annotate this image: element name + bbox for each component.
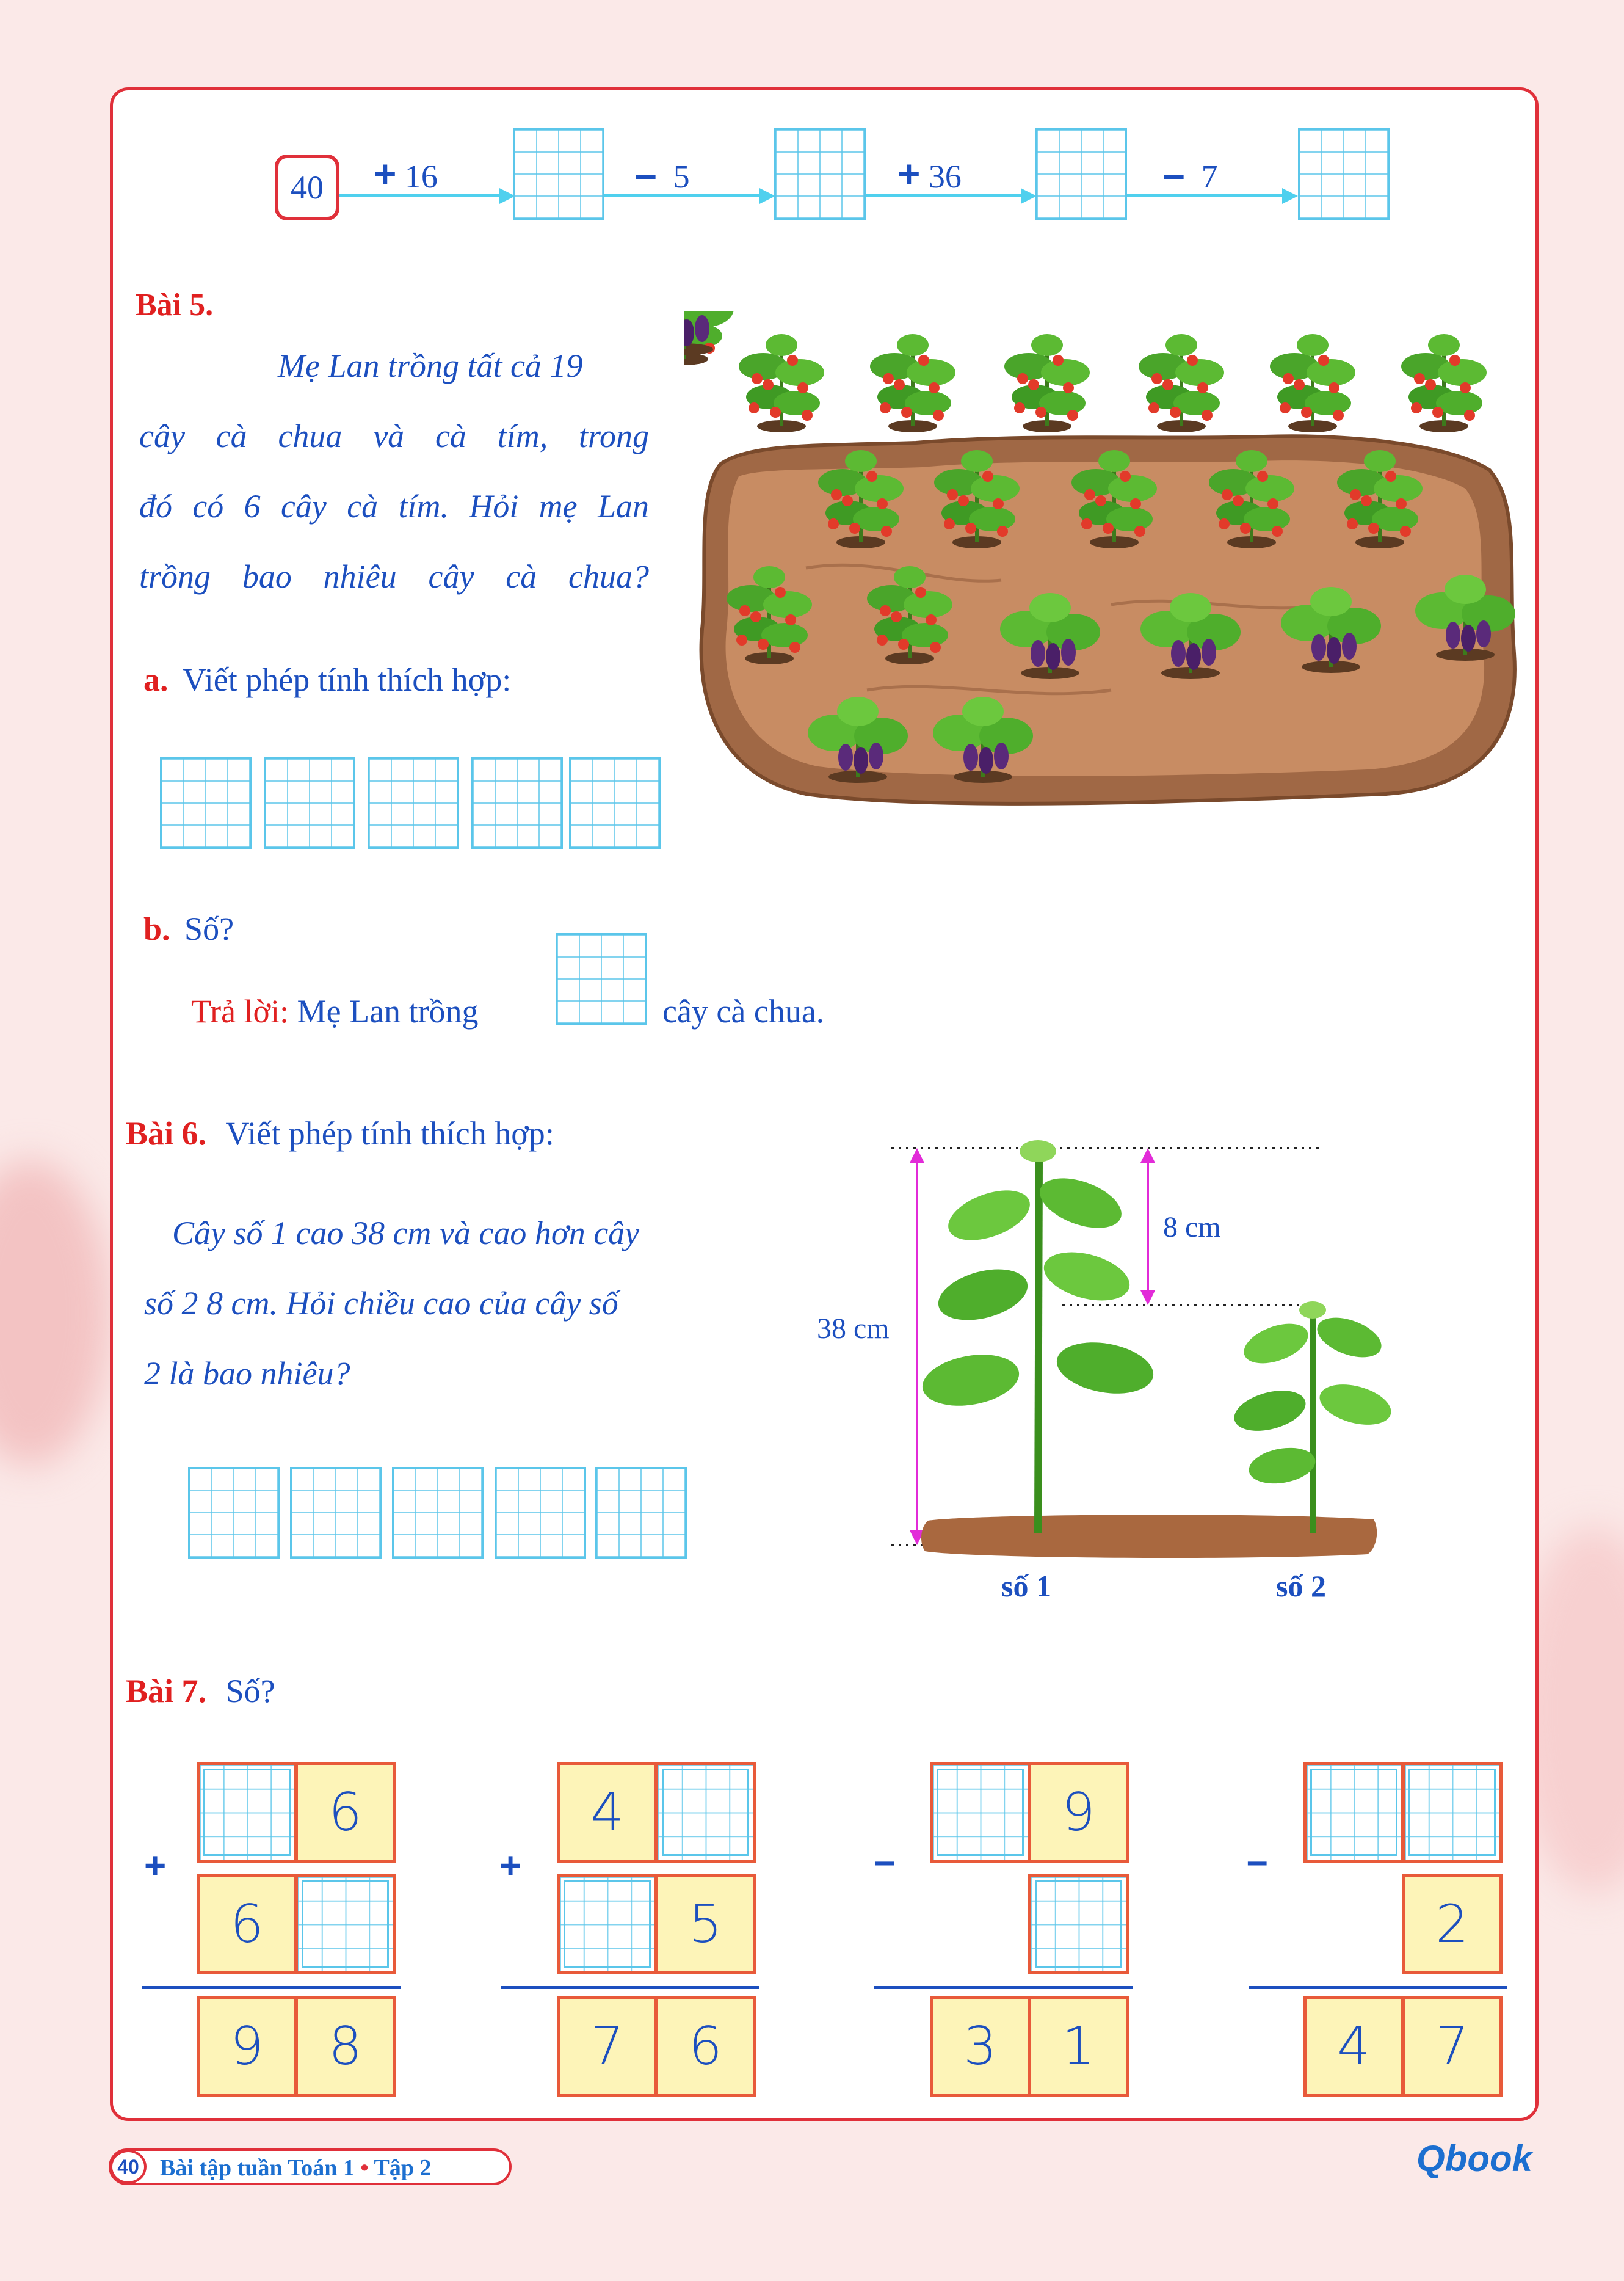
- bai7-p4-mid-units: 2: [1402, 1874, 1503, 1974]
- bai5-expression-box-4[interactable]: [471, 757, 563, 849]
- label-8cm: 8 cm: [1163, 1211, 1221, 1243]
- chain-answer-box-4[interactable]: [1298, 128, 1390, 220]
- chain-op-4: – 7: [1163, 152, 1218, 196]
- bai7-p4-sign: –: [1247, 1840, 1268, 1882]
- bai6-problem-line-2: số 2 8 cm. Hỏi chiều cao của cây số: [144, 1285, 618, 1322]
- bai6-expression-box-2[interactable]: [290, 1467, 382, 1559]
- bai7-p3-rule: [874, 1986, 1133, 1989]
- bai7-p3-mid-units[interactable]: [1028, 1874, 1129, 1974]
- bai7-p2-result-units: 6: [655, 1996, 756, 2097]
- bai6-expression-box-1[interactable]: [188, 1467, 280, 1559]
- bai7-p2-top-tens: 4: [557, 1762, 658, 1863]
- bai7-p4-top-units[interactable]: [1402, 1762, 1503, 1863]
- bai5-expression-box-1[interactable]: [160, 757, 252, 849]
- bai5-expression-box-2[interactable]: [264, 757, 355, 849]
- bai6-expression-box-5[interactable]: [595, 1467, 687, 1559]
- bai5-part-a: a. Viết phép tính thích hợp:: [143, 661, 512, 698]
- plant-2-label: số 2: [1276, 1569, 1326, 1603]
- bai7-p2-top-units[interactable]: [655, 1762, 756, 1863]
- bai5-title: Bài 5.: [136, 288, 214, 322]
- bai7-p1-top-tens[interactable]: [197, 1762, 297, 1863]
- bai6-problem-line-3: 2 là bao nhiêu?: [144, 1355, 350, 1392]
- bai7-p1-result-tens: 9: [197, 1996, 297, 2097]
- chain-start-value: 40: [291, 169, 324, 206]
- bai7-p1-top-units: 6: [295, 1762, 396, 1863]
- bai6-expression-box-3[interactable]: [392, 1467, 484, 1559]
- arrow-head: [1021, 188, 1037, 204]
- footer-book-title: Bài tập tuần Toán 1 • Tập 2: [160, 2155, 432, 2181]
- bai7-p2-mid-units: 5: [655, 1874, 756, 1974]
- plants-illustration: [891, 1136, 1404, 1563]
- bai7-p1-rule: [142, 1986, 401, 1989]
- bai7-p3-result-units: 1: [1028, 1996, 1129, 2097]
- bai5-problem-line-3: đó có 6 cây cà tím. Hỏi mẹ Lan: [139, 488, 649, 525]
- bai5-answer-suffix: cây cà chua.: [662, 993, 825, 1030]
- bai7-p4-rule: [1249, 1986, 1507, 1989]
- bai7-p1-mid-tens: 6: [197, 1874, 297, 1974]
- bai7-p4-result-units: 7: [1402, 1996, 1503, 2097]
- bai7-p2-rule: [501, 1986, 759, 1989]
- chain-answer-box-2[interactable]: [774, 128, 866, 220]
- bai7-p2-sign: +: [499, 1845, 522, 1887]
- bai5-answer-sentence: Trả lời: Mẹ Lan trồng: [191, 993, 479, 1030]
- bai7-p4-top-tens[interactable]: [1303, 1762, 1404, 1863]
- chain-op-1: + 16: [374, 152, 438, 196]
- bai5-part-b: b. Số?: [143, 911, 234, 947]
- label-38cm: 38 cm: [817, 1312, 890, 1345]
- bai7-p2-result-tens: 7: [557, 1996, 658, 2097]
- bai5-problem-line-4: trồng bao nhiêu cây cà chua?: [139, 558, 649, 595]
- bai7-p1-mid-units[interactable]: [295, 1874, 396, 1974]
- background-splash: [0, 1160, 110, 1466]
- bai5-problem-line-1: Mẹ Lan trồng tất cả 19: [278, 347, 583, 384]
- bai7-p4-result-tens: 4: [1303, 1996, 1404, 2097]
- bai5-expression-box-3[interactable]: [368, 757, 459, 849]
- bai6-heading: Bài 6. Viết phép tính thích hợp:: [126, 1115, 554, 1152]
- garden-illustration: [684, 311, 1532, 812]
- bai7-p2-mid-tens[interactable]: [557, 1874, 658, 1974]
- bai7-p3-top-tens[interactable]: [930, 1762, 1031, 1863]
- bai6-expression-box-4[interactable]: [495, 1467, 586, 1559]
- chain-op-2: – 5: [635, 152, 690, 196]
- bai5-problem-line-2: cây cà chua và cà tím, trong: [139, 418, 649, 454]
- plant-1-label: số 1: [1001, 1569, 1051, 1603]
- bai7-p1-result-units: 8: [295, 1996, 396, 2097]
- footer-page-number: 40: [110, 2150, 147, 2184]
- bai7-p3-sign: –: [874, 1840, 896, 1882]
- qbook-logo: Qbook: [1416, 2138, 1532, 2179]
- chain-answer-box-3[interactable]: [1035, 128, 1127, 220]
- bai7-p1-sign: +: [144, 1845, 167, 1887]
- bai7-p3-top-units: 9: [1028, 1762, 1129, 1863]
- chain-answer-box-1[interactable]: [513, 128, 604, 220]
- arrow-head: [759, 188, 775, 204]
- chain-op-3: + 36: [897, 152, 962, 196]
- bai6-problem-line-1: Cây số 1 cao 38 cm và cao hơn cây: [172, 1215, 640, 1251]
- bai7-heading: Bài 7. Số?: [126, 1673, 275, 1709]
- bai5-expression-box-5[interactable]: [569, 757, 661, 849]
- arrow-head: [1282, 188, 1298, 204]
- chain-start-badge: [275, 155, 339, 220]
- bai5-answer-box[interactable]: [556, 933, 647, 1025]
- bai7-p3-result-tens: 3: [930, 1996, 1031, 2097]
